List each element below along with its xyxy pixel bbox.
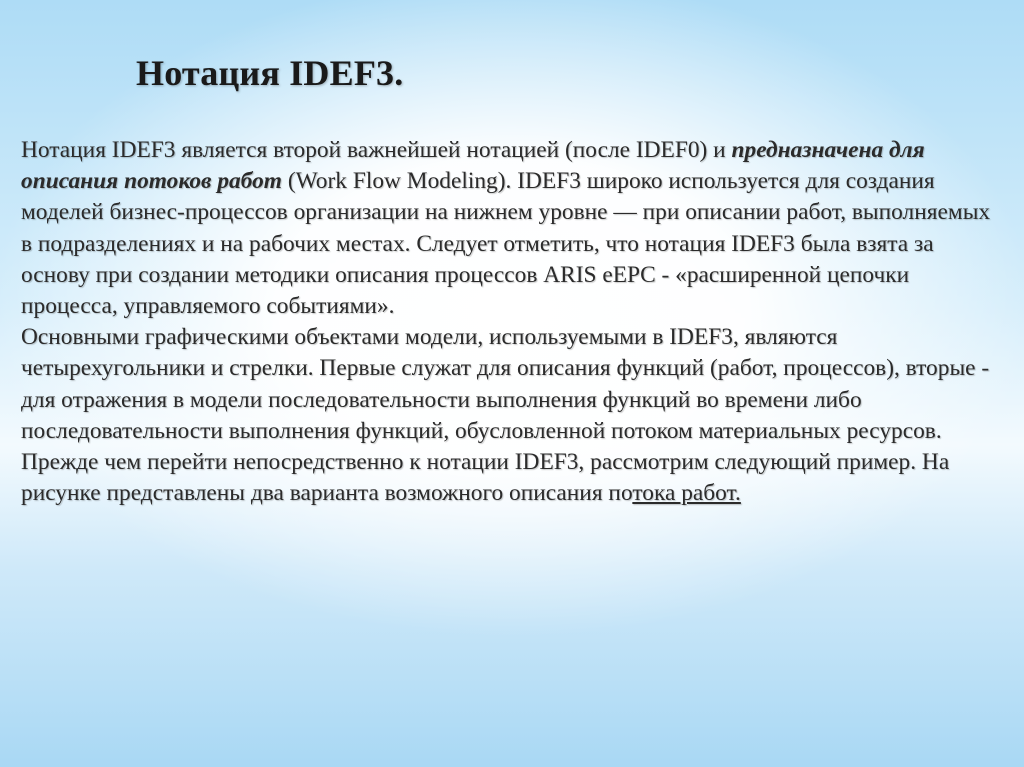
paragraph-text: Нотация IDEF3 является второй важнейшей нотацией (после IDEF0) и xyxy=(21,137,732,163)
paragraph-text: Основными графическими объектами модели, используемыми в IDEF3, являются четырехугольники и стрелки. Первые служат для описания функций (работ, процессов), вторые - для отражения в модели последовательности выполнения функций во времени либо последовательности выполнения функций, обусловленной потоком материальных ресурсов. Прежде чем перейти непосредственно к нотации IDEF3, рассмотрим следующий пример. На рисунке представлены два варианта возможного описания по xyxy=(21,324,990,507)
slide-title: Нотация IDEF3. xyxy=(136,53,404,93)
paragraph-text: (Work Flow Modeling). IDEF3 широко используется для создания моделей бизнес-процессов организации на нижнем уровне — при описании работ, выполняемых в подразделениях и на рабочих местах. Следует отметить, что нотация IDEF3 была взята за основу при создании методики описания процессов ARIS eEPC - «расширенной цепочки процесса, управляемого событиями». xyxy=(21,168,991,320)
underlined-text: тока работ. xyxy=(632,480,741,507)
slide-body xyxy=(21,135,1006,509)
paragraph-idef3-intro xyxy=(21,135,1006,322)
emphasized-phrase: предназначена для описания потоков работ xyxy=(21,137,925,195)
paragraph-graphical-objects xyxy=(21,322,1006,509)
